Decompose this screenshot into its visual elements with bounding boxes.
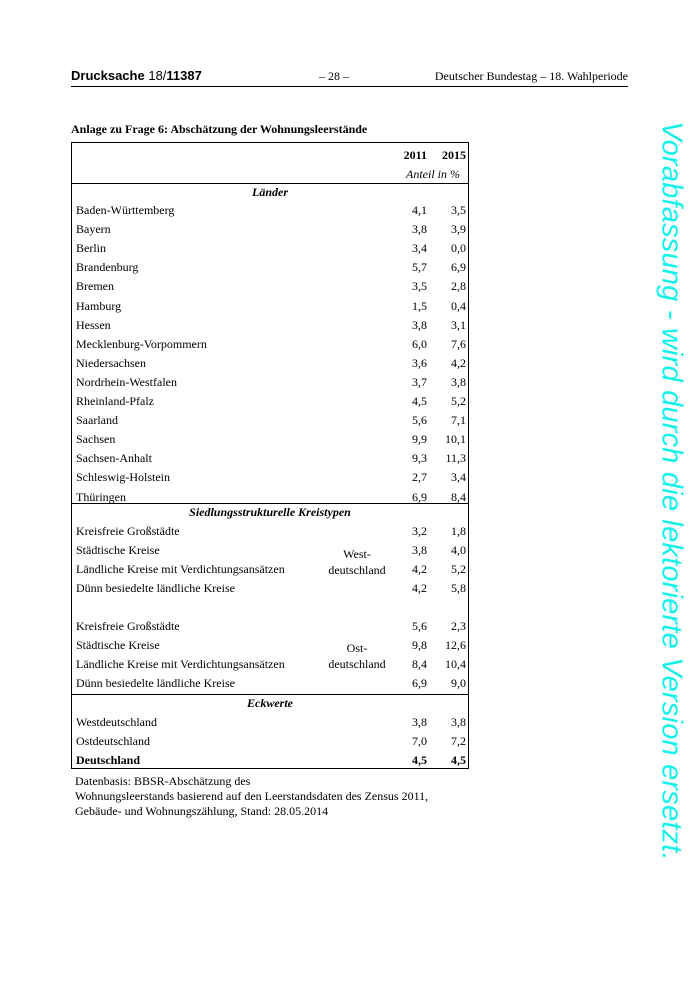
doc-number: 11387 <box>166 68 202 83</box>
value-2011: 3,8 <box>412 715 427 729</box>
table-row <box>72 560 468 579</box>
value-2011: 4,2 <box>412 581 427 596</box>
publisher: Deutscher Bundestag – 18. Wahlperiode <box>434 69 628 83</box>
table-row <box>72 411 468 430</box>
value-2015: 5,2 <box>451 562 466 577</box>
value-2011: 3,4 <box>412 241 427 256</box>
value-2011: 3,7 <box>412 374 427 389</box>
row-label: Niedersachsen <box>76 355 146 370</box>
row-label: Ländliche Kreise mit Verdichtungsansätzen <box>76 657 285 672</box>
row-label: Hamburg <box>76 298 122 313</box>
table-row <box>72 579 468 598</box>
table-row <box>72 258 468 277</box>
document-number <box>71 68 202 83</box>
section-header-laender: Länder <box>252 185 288 199</box>
row-label: Nordrhein-Westfalen <box>76 374 177 389</box>
value-2015: 5,2 <box>451 394 466 408</box>
value-2015: 8,4 <box>451 489 466 504</box>
value-2011: 3,8 <box>412 317 427 332</box>
table-row <box>72 655 468 674</box>
value-2011: 9,9 <box>412 432 427 447</box>
table-row <box>72 220 468 239</box>
row-label: Schleswig-Holstein <box>76 470 170 485</box>
row-label: Berlin <box>76 241 106 256</box>
row-label: Ostdeutschland <box>76 734 150 749</box>
source-line: Wohnungsleerstands basierend auf den Leerstandsdaten des Zensus 2011, <box>75 789 429 803</box>
data-table <box>71 142 469 769</box>
year-header-row <box>72 146 468 164</box>
region-ost-line2: deutschland <box>328 657 386 671</box>
row-label: Rheinland-Pfalz <box>76 394 154 408</box>
region-ost-line1: Ost- <box>346 641 368 655</box>
value-2011: 6,9 <box>412 676 427 691</box>
region-west-line1: West- <box>343 547 371 561</box>
table-row <box>72 713 468 732</box>
doc-period: 18/ <box>148 68 167 83</box>
table-row <box>72 751 468 770</box>
data-source-note <box>75 774 428 819</box>
value-2015: 0,4 <box>451 298 466 313</box>
value-2015: 0,0 <box>451 241 466 256</box>
table-row <box>72 239 468 258</box>
row-label: Städtische Kreise <box>76 543 160 558</box>
table-row <box>72 297 468 316</box>
page-number: – 28 – <box>319 69 349 83</box>
row-label: Baden-Württemberg <box>76 203 175 217</box>
value-2015: 3,5 <box>451 203 466 217</box>
value-2015: 4,5 <box>451 753 466 768</box>
table-row <box>72 617 468 636</box>
value-2015: 4,0 <box>451 543 466 558</box>
value-2011: 3,6 <box>412 355 427 370</box>
value-2011: 5,6 <box>412 619 427 633</box>
value-2015: 10,1 <box>445 432 466 447</box>
table-row <box>72 732 468 751</box>
value-2015: 7,2 <box>451 734 466 749</box>
row-label: Bremen <box>76 279 114 294</box>
table-row <box>72 449 468 468</box>
region-label-ost <box>317 640 397 672</box>
value-2011: 8,4 <box>412 657 427 672</box>
table-heading: Anlage zu Frage 6: Abschätzung der Wohnungsleerstände <box>71 122 368 136</box>
doc-label: Drucksache <box>71 68 145 83</box>
table-row <box>72 522 468 541</box>
value-2015: 2,8 <box>451 279 466 294</box>
row-label: Bayern <box>76 222 111 237</box>
value-2015: 3,4 <box>451 470 466 485</box>
table-row <box>72 201 468 220</box>
value-2015: 5,8 <box>451 581 466 596</box>
value-2011: 4,5 <box>412 394 427 408</box>
table-row <box>72 541 468 560</box>
value-2011: 3,5 <box>412 279 427 294</box>
value-2011: 9,3 <box>412 451 427 466</box>
value-2015: 4,2 <box>451 355 466 370</box>
unit-label: Anteil in % <box>406 167 460 181</box>
region-west-line2: deutschland <box>328 563 386 577</box>
value-2011: 5,6 <box>412 413 427 428</box>
value-2015: 3,8 <box>451 715 466 729</box>
table-row <box>72 316 468 335</box>
year-2011-header: 2011 <box>403 148 427 162</box>
value-2011: 7,0 <box>412 734 427 749</box>
section-header-kreistypen: Siedlungsstrukturelle Kreistypen <box>189 505 351 519</box>
source-line: Gebäude- und Wohnungszählung, Stand: 28.05.2014 <box>75 804 329 818</box>
table-row <box>72 430 468 449</box>
table-row <box>72 335 468 354</box>
value-2015: 10,4 <box>445 657 466 672</box>
value-2011: 1,5 <box>412 298 427 313</box>
table-row <box>72 674 468 693</box>
row-label: Sachsen-Anhalt <box>76 451 152 466</box>
value-2015: 3,1 <box>451 317 466 332</box>
year-2015-header: 2015 <box>442 148 466 162</box>
table-row <box>72 277 468 296</box>
row-label: Dünn besiedelte ländliche Kreise <box>76 676 235 691</box>
value-2015: 2,3 <box>451 619 466 633</box>
value-2011: 6,9 <box>412 489 427 504</box>
table-row <box>72 354 468 373</box>
value-2015: 1,8 <box>451 524 466 538</box>
table-row <box>72 636 468 655</box>
value-2011: 3,8 <box>412 543 427 558</box>
row-label: Kreisfreie Großstädte <box>76 524 180 538</box>
row-label: Mecklenburg-Vorpommern <box>76 336 207 351</box>
value-2011: 9,8 <box>412 638 427 653</box>
table-row <box>72 373 468 392</box>
row-label: Ländliche Kreise mit Verdichtungsansätzen <box>76 562 285 577</box>
table-row <box>72 468 468 487</box>
value-2015: 7,1 <box>451 413 466 428</box>
row-label: Saarland <box>76 413 118 428</box>
value-2015: 3,9 <box>451 222 466 237</box>
section-header-eckwerte: Eckwerte <box>247 696 293 710</box>
value-2011: 3,8 <box>412 222 427 237</box>
row-label: Sachsen <box>76 432 116 447</box>
row-label: Westdeutschland <box>76 715 158 729</box>
table-row <box>72 392 468 411</box>
row-label: Brandenburg <box>76 260 139 275</box>
value-2015: 6,9 <box>451 260 466 275</box>
value-2015: 9,0 <box>451 676 466 691</box>
page-header <box>71 68 628 87</box>
draft-watermark: Vorabfassung - wird durch die lektorierte Version ersetzt. <box>655 121 688 861</box>
value-2011: 4,1 <box>412 203 427 217</box>
value-2015: 7,6 <box>451 336 466 351</box>
value-2015: 11,3 <box>445 451 466 466</box>
row-label: Dünn besiedelte ländliche Kreise <box>76 581 235 596</box>
value-2015: 12,6 <box>445 638 466 653</box>
row-label: Städtische Kreise <box>76 638 160 653</box>
value-2011: 4,5 <box>412 753 427 768</box>
row-label: Thüringen <box>76 489 126 504</box>
value-2011: 2,7 <box>412 470 427 485</box>
value-2011: 4,2 <box>412 562 427 577</box>
value-2011: 6,0 <box>412 336 427 351</box>
row-label: Kreisfreie Großstädte <box>76 619 180 633</box>
source-line: Datenbasis: BBSR-Abschätzung des <box>75 774 251 788</box>
value-2011: 3,2 <box>412 524 427 538</box>
row-label: Hessen <box>76 317 111 332</box>
value-2015: 3,8 <box>451 374 466 389</box>
region-label-west <box>317 546 397 578</box>
value-2011: 5,7 <box>412 260 427 275</box>
row-label: Deutschland <box>76 753 141 768</box>
